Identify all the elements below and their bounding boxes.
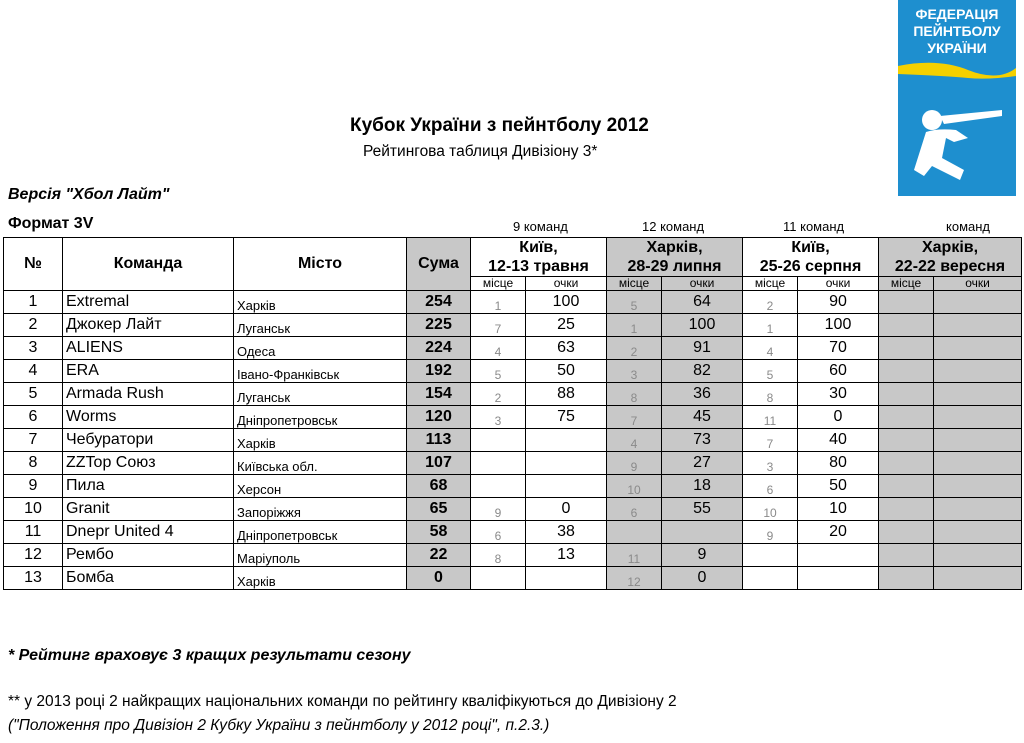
team-name: Dnepr United 4 — [63, 521, 234, 544]
points-header: очки — [526, 277, 607, 291]
event-2-place: 7 — [607, 406, 662, 429]
event-2-points: 9 — [662, 544, 743, 567]
points-header: очки — [934, 277, 1022, 291]
table-row — [4, 360, 1022, 383]
total-points: 107 — [407, 452, 471, 475]
event-1-points: 100 — [526, 291, 607, 314]
event-3-city: Київ, — [791, 239, 830, 256]
row-number: 2 — [4, 314, 63, 337]
event-2-place: 10 — [607, 475, 662, 498]
event-2-place: 3 — [607, 360, 662, 383]
row-number: 1 — [4, 291, 63, 314]
header-team: Команда — [63, 238, 234, 291]
team-name: Пила — [63, 475, 234, 498]
team-name: ZZTop Союз — [63, 452, 234, 475]
event-1-points — [526, 452, 607, 475]
event-1-points: 25 — [526, 314, 607, 337]
event-1-place — [471, 429, 526, 452]
total-points: 224 — [407, 337, 471, 360]
event-1-points: 13 — [526, 544, 607, 567]
header-num: № — [4, 238, 63, 291]
place-header: місце — [879, 277, 934, 291]
row-number: 8 — [4, 452, 63, 475]
total-points: 154 — [407, 383, 471, 406]
event-2-place: 8 — [607, 383, 662, 406]
footnote-3: ("Положення про Дивізіон 2 Кубку України з пейнтболу у 2012 році", п.2.3.) — [8, 717, 550, 734]
event-1-place: 4 — [471, 337, 526, 360]
event-2-place: 1 — [607, 314, 662, 337]
team-city: Дніпропетровськ — [234, 521, 407, 544]
rating-table — [3, 237, 1022, 590]
event-1-place: 6 — [471, 521, 526, 544]
event-3-place: 6 — [743, 475, 798, 498]
event-1-place: 7 — [471, 314, 526, 337]
row-number: 7 — [4, 429, 63, 452]
event-1-points: 50 — [526, 360, 607, 383]
event-2-place: 5 — [607, 291, 662, 314]
place-header: місце — [743, 277, 798, 291]
event-2-points: 55 — [662, 498, 743, 521]
total-points: 65 — [407, 498, 471, 521]
event-1-points: 38 — [526, 521, 607, 544]
team-city: Харків — [234, 567, 407, 590]
event-2-points: 36 — [662, 383, 743, 406]
team-name: Granit — [63, 498, 234, 521]
total-points: 0 — [407, 567, 471, 590]
event-1-place: 8 — [471, 544, 526, 567]
event-4-header — [879, 238, 1022, 277]
row-number: 10 — [4, 498, 63, 521]
team-name: Рембо — [63, 544, 234, 567]
event-4-place — [879, 498, 934, 521]
row-number: 5 — [4, 383, 63, 406]
event-3-points: 60 — [798, 360, 879, 383]
team-city: Дніпропетровськ — [234, 406, 407, 429]
total-points: 225 — [407, 314, 471, 337]
place-header: місце — [607, 277, 662, 291]
event-2-place: 11 — [607, 544, 662, 567]
team-city: Київська обл. — [234, 452, 407, 475]
total-points: 68 — [407, 475, 471, 498]
footnote-2: ** у 2013 році 2 найкращих національних команди по рейтингу кваліфікуються до Дивізіону 2 — [8, 693, 677, 710]
logo-line-1: ФЕДЕРАЦІЯ — [915, 6, 999, 22]
team-name: Armada Rush — [63, 383, 234, 406]
event-2-points: 0 — [662, 567, 743, 590]
total-points: 22 — [407, 544, 471, 567]
event-1-dates: 12-13 травня — [488, 258, 589, 275]
row-number: 4 — [4, 360, 63, 383]
event-1-points: 75 — [526, 406, 607, 429]
event-4-points — [934, 452, 1022, 475]
event-2-points: 73 — [662, 429, 743, 452]
event-3-points: 100 — [798, 314, 879, 337]
team-city: Харків — [234, 291, 407, 314]
event-4-place — [879, 337, 934, 360]
event-4-points — [934, 498, 1022, 521]
table-row — [4, 498, 1022, 521]
event-3-points: 10 — [798, 498, 879, 521]
team-city: Івано-Франківськ — [234, 360, 407, 383]
event-4-points — [934, 475, 1022, 498]
event-3-points: 20 — [798, 521, 879, 544]
event-1-place: 2 — [471, 383, 526, 406]
team-count-4: команд — [946, 219, 990, 234]
table-row — [4, 567, 1022, 590]
event-2-points: 64 — [662, 291, 743, 314]
team-name: Extremal — [63, 291, 234, 314]
team-name: Worms — [63, 406, 234, 429]
table-row — [4, 314, 1022, 337]
event-3-points: 0 — [798, 406, 879, 429]
event-3-place: 9 — [743, 521, 798, 544]
team-name: ALIENS — [63, 337, 234, 360]
event-2-points: 82 — [662, 360, 743, 383]
event-3-place — [743, 544, 798, 567]
event-4-points — [934, 567, 1022, 590]
place-header: місце — [471, 277, 526, 291]
event-2-place: 6 — [607, 498, 662, 521]
event-1-place — [471, 567, 526, 590]
version-label: Версія "Хбол Лайт" — [8, 186, 170, 203]
row-number: 6 — [4, 406, 63, 429]
total-points: 192 — [407, 360, 471, 383]
event-2-points: 45 — [662, 406, 743, 429]
event-4-dates: 22-22 вересня — [894, 258, 1006, 275]
event-2-place: 4 — [607, 429, 662, 452]
event-4-place — [879, 406, 934, 429]
event-4-place — [879, 291, 934, 314]
total-points: 113 — [407, 429, 471, 452]
team-name: Джокер Лайт — [63, 314, 234, 337]
event-1-points: 0 — [526, 498, 607, 521]
total-points: 120 — [407, 406, 471, 429]
event-3-points — [798, 567, 879, 590]
event-4-points — [934, 406, 1022, 429]
table-row — [4, 406, 1022, 429]
logo-line-2: ПЕЙНТБОЛУ — [913, 23, 1001, 39]
event-1-place: 5 — [471, 360, 526, 383]
team-city: Харків — [234, 429, 407, 452]
team-count-2: 12 команд — [642, 219, 705, 234]
event-3-points — [798, 544, 879, 567]
event-4-points — [934, 383, 1022, 406]
footnote-1: * Рейтинг враховує 3 кращих результати сезону — [8, 647, 411, 664]
event-1-points — [526, 429, 607, 452]
event-2-points — [662, 521, 743, 544]
points-header: очки — [798, 277, 879, 291]
event-4-place — [879, 567, 934, 590]
event-3-points: 40 — [798, 429, 879, 452]
event-4-place — [879, 452, 934, 475]
event-1-place — [471, 452, 526, 475]
table-row — [4, 429, 1022, 452]
total-points: 58 — [407, 521, 471, 544]
team-city: Маріуполь — [234, 544, 407, 567]
team-name: Чебуратори — [63, 429, 234, 452]
team-count-3: 11 команд — [783, 219, 845, 234]
event-3-place: 3 — [743, 452, 798, 475]
header-city: Місто — [234, 238, 407, 291]
event-4-points — [934, 337, 1022, 360]
event-4-points — [934, 314, 1022, 337]
team-name: ERA — [63, 360, 234, 383]
table-row — [4, 291, 1022, 314]
event-3-place: 7 — [743, 429, 798, 452]
event-2-points: 18 — [662, 475, 743, 498]
event-1-city: Київ, — [519, 239, 558, 256]
table-row — [4, 521, 1022, 544]
event-4-place — [879, 544, 934, 567]
format-label: Формат 3V — [8, 215, 94, 232]
team-city: Луганськ — [234, 314, 407, 337]
team-name: Бомба — [63, 567, 234, 590]
event-1-place: 9 — [471, 498, 526, 521]
event-2-place — [607, 521, 662, 544]
event-3-points: 50 — [798, 475, 879, 498]
event-3-points: 70 — [798, 337, 879, 360]
event-4-place — [879, 360, 934, 383]
event-3-place: 10 — [743, 498, 798, 521]
event-1-points: 63 — [526, 337, 607, 360]
row-number: 11 — [4, 521, 63, 544]
row-number: 12 — [4, 544, 63, 567]
event-2-place: 9 — [607, 452, 662, 475]
event-1-points — [526, 475, 607, 498]
event-4-place — [879, 521, 934, 544]
event-1-place: 3 — [471, 406, 526, 429]
event-4-points — [934, 360, 1022, 383]
event-3-points: 80 — [798, 452, 879, 475]
event-2-header — [607, 238, 743, 277]
paintball-player-icon — [898, 58, 1016, 196]
event-4-place — [879, 383, 934, 406]
event-3-place: 1 — [743, 314, 798, 337]
event-3-points: 90 — [798, 291, 879, 314]
table-row — [4, 544, 1022, 567]
row-number: 3 — [4, 337, 63, 360]
event-2-points: 100 — [662, 314, 743, 337]
event-1-place — [471, 475, 526, 498]
team-city: Херсон — [234, 475, 407, 498]
event-4-place — [879, 475, 934, 498]
team-city: Запоріжжя — [234, 498, 407, 521]
federation-logo — [898, 0, 1016, 196]
event-4-points — [934, 429, 1022, 452]
event-1-points: 88 — [526, 383, 607, 406]
event-4-points — [934, 291, 1022, 314]
table-row — [4, 383, 1022, 406]
event-3-place: 2 — [743, 291, 798, 314]
team-count-1: 9 команд — [513, 219, 568, 234]
team-city: Одеса — [234, 337, 407, 360]
logo-line-3: УКРАЇНИ — [927, 40, 987, 56]
event-2-points: 27 — [662, 452, 743, 475]
event-3-place: 11 — [743, 406, 798, 429]
table-row — [4, 475, 1022, 498]
team-city: Луганськ — [234, 383, 407, 406]
event-2-place: 2 — [607, 337, 662, 360]
event-4-points — [934, 521, 1022, 544]
points-header: очки — [662, 277, 743, 291]
page-title: Кубок України з пейнтболу 2012 — [350, 115, 649, 136]
event-3-place — [743, 567, 798, 590]
table-row — [4, 452, 1022, 475]
event-4-place — [879, 314, 934, 337]
row-number: 13 — [4, 567, 63, 590]
event-3-points: 30 — [798, 383, 879, 406]
page-subtitle: Рейтингова таблиця Дивізіону 3* — [363, 143, 598, 160]
event-4-place — [879, 429, 934, 452]
event-2-dates: 28-29 липня — [627, 258, 722, 275]
event-3-place: 8 — [743, 383, 798, 406]
event-3-place: 5 — [743, 360, 798, 383]
table-body — [4, 291, 1022, 590]
event-1-points — [526, 567, 607, 590]
event-2-city: Харків, — [646, 239, 703, 256]
row-number: 9 — [4, 475, 63, 498]
event-1-place: 1 — [471, 291, 526, 314]
event-2-place: 12 — [607, 567, 662, 590]
event-3-header — [743, 238, 879, 277]
event-4-points — [934, 544, 1022, 567]
event-1-header — [471, 238, 607, 277]
event-4-city: Харків, — [921, 239, 979, 256]
total-points: 254 — [407, 291, 471, 314]
event-3-dates: 25-26 серпня — [759, 258, 862, 275]
header-sum: Сума — [407, 238, 471, 291]
event-2-points: 91 — [662, 337, 743, 360]
event-3-place: 4 — [743, 337, 798, 360]
table-row — [4, 337, 1022, 360]
